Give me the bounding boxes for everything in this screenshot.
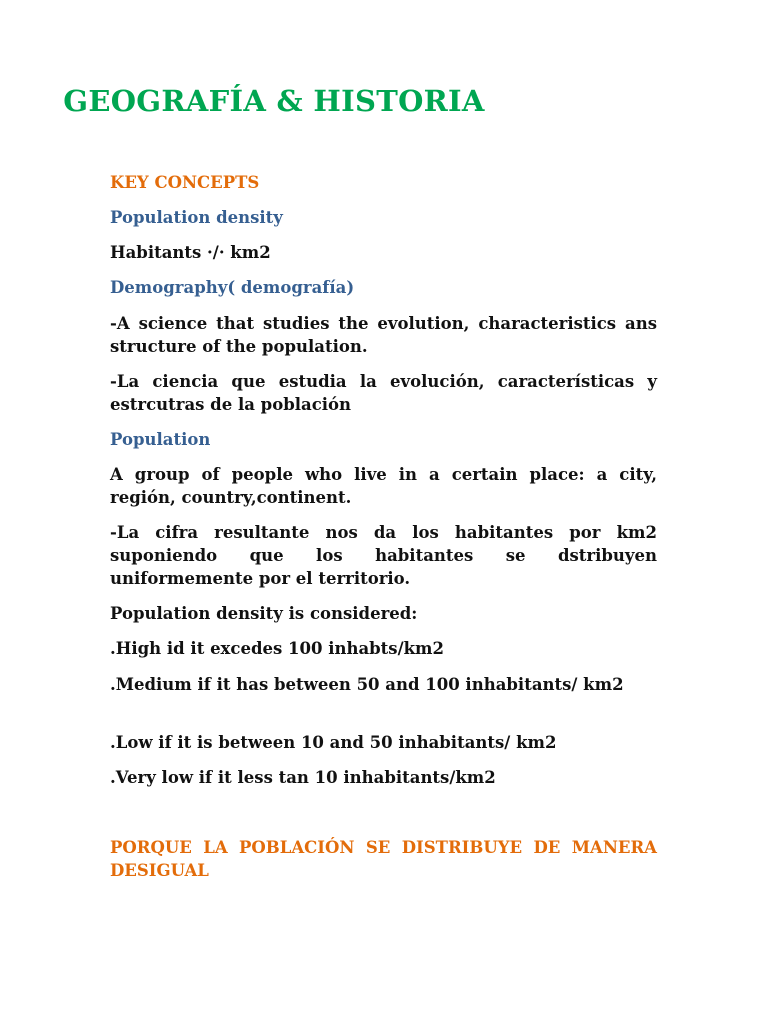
cifra-paragraph: -La cifra resultante nos da los habitantes por km2 suponiendo que los habitantes se dstribuyen uniformemente por el territorio. [110, 523, 657, 588]
porque-heading: PORQUE LA POBLACIÓN SE DISTRIBUYE DE MANERA DESIGUAL [110, 838, 657, 880]
page-title: GEOGRAFÍA & HISTORIA [63, 84, 485, 118]
density-very-low-item: .Very low if it less tan 10 inhabitants/km2 [110, 768, 496, 787]
population-density-formula: Habitants ·/· km2 [110, 243, 271, 262]
demography-definition-en: -A science that studies the evolution, characteristics ans structure of the population. [110, 314, 657, 356]
key-concepts-heading: KEY CONCEPTS [110, 173, 260, 192]
density-high-item: .High id it excedes 100 inhabts/km2 [110, 639, 444, 658]
density-low-item: .Low if it is between 10 and 50 inhabitants/ km2 [110, 733, 557, 752]
density-considered-text: Population density is considered: [110, 604, 418, 623]
density-medium-item: .Medium if it has between 50 and 100 inhabitants/ km2 [110, 675, 624, 694]
demography-definition-es: -La ciencia que estudia la evolución, características y estrcutras de la población [110, 372, 657, 414]
population-definition: A group of people who live in a certain place: a city, región, country,continent. [110, 465, 657, 507]
population-density-heading: Population density [110, 208, 283, 227]
population-heading: Population [110, 430, 211, 449]
demography-heading: Demography( demografía) [110, 278, 355, 297]
